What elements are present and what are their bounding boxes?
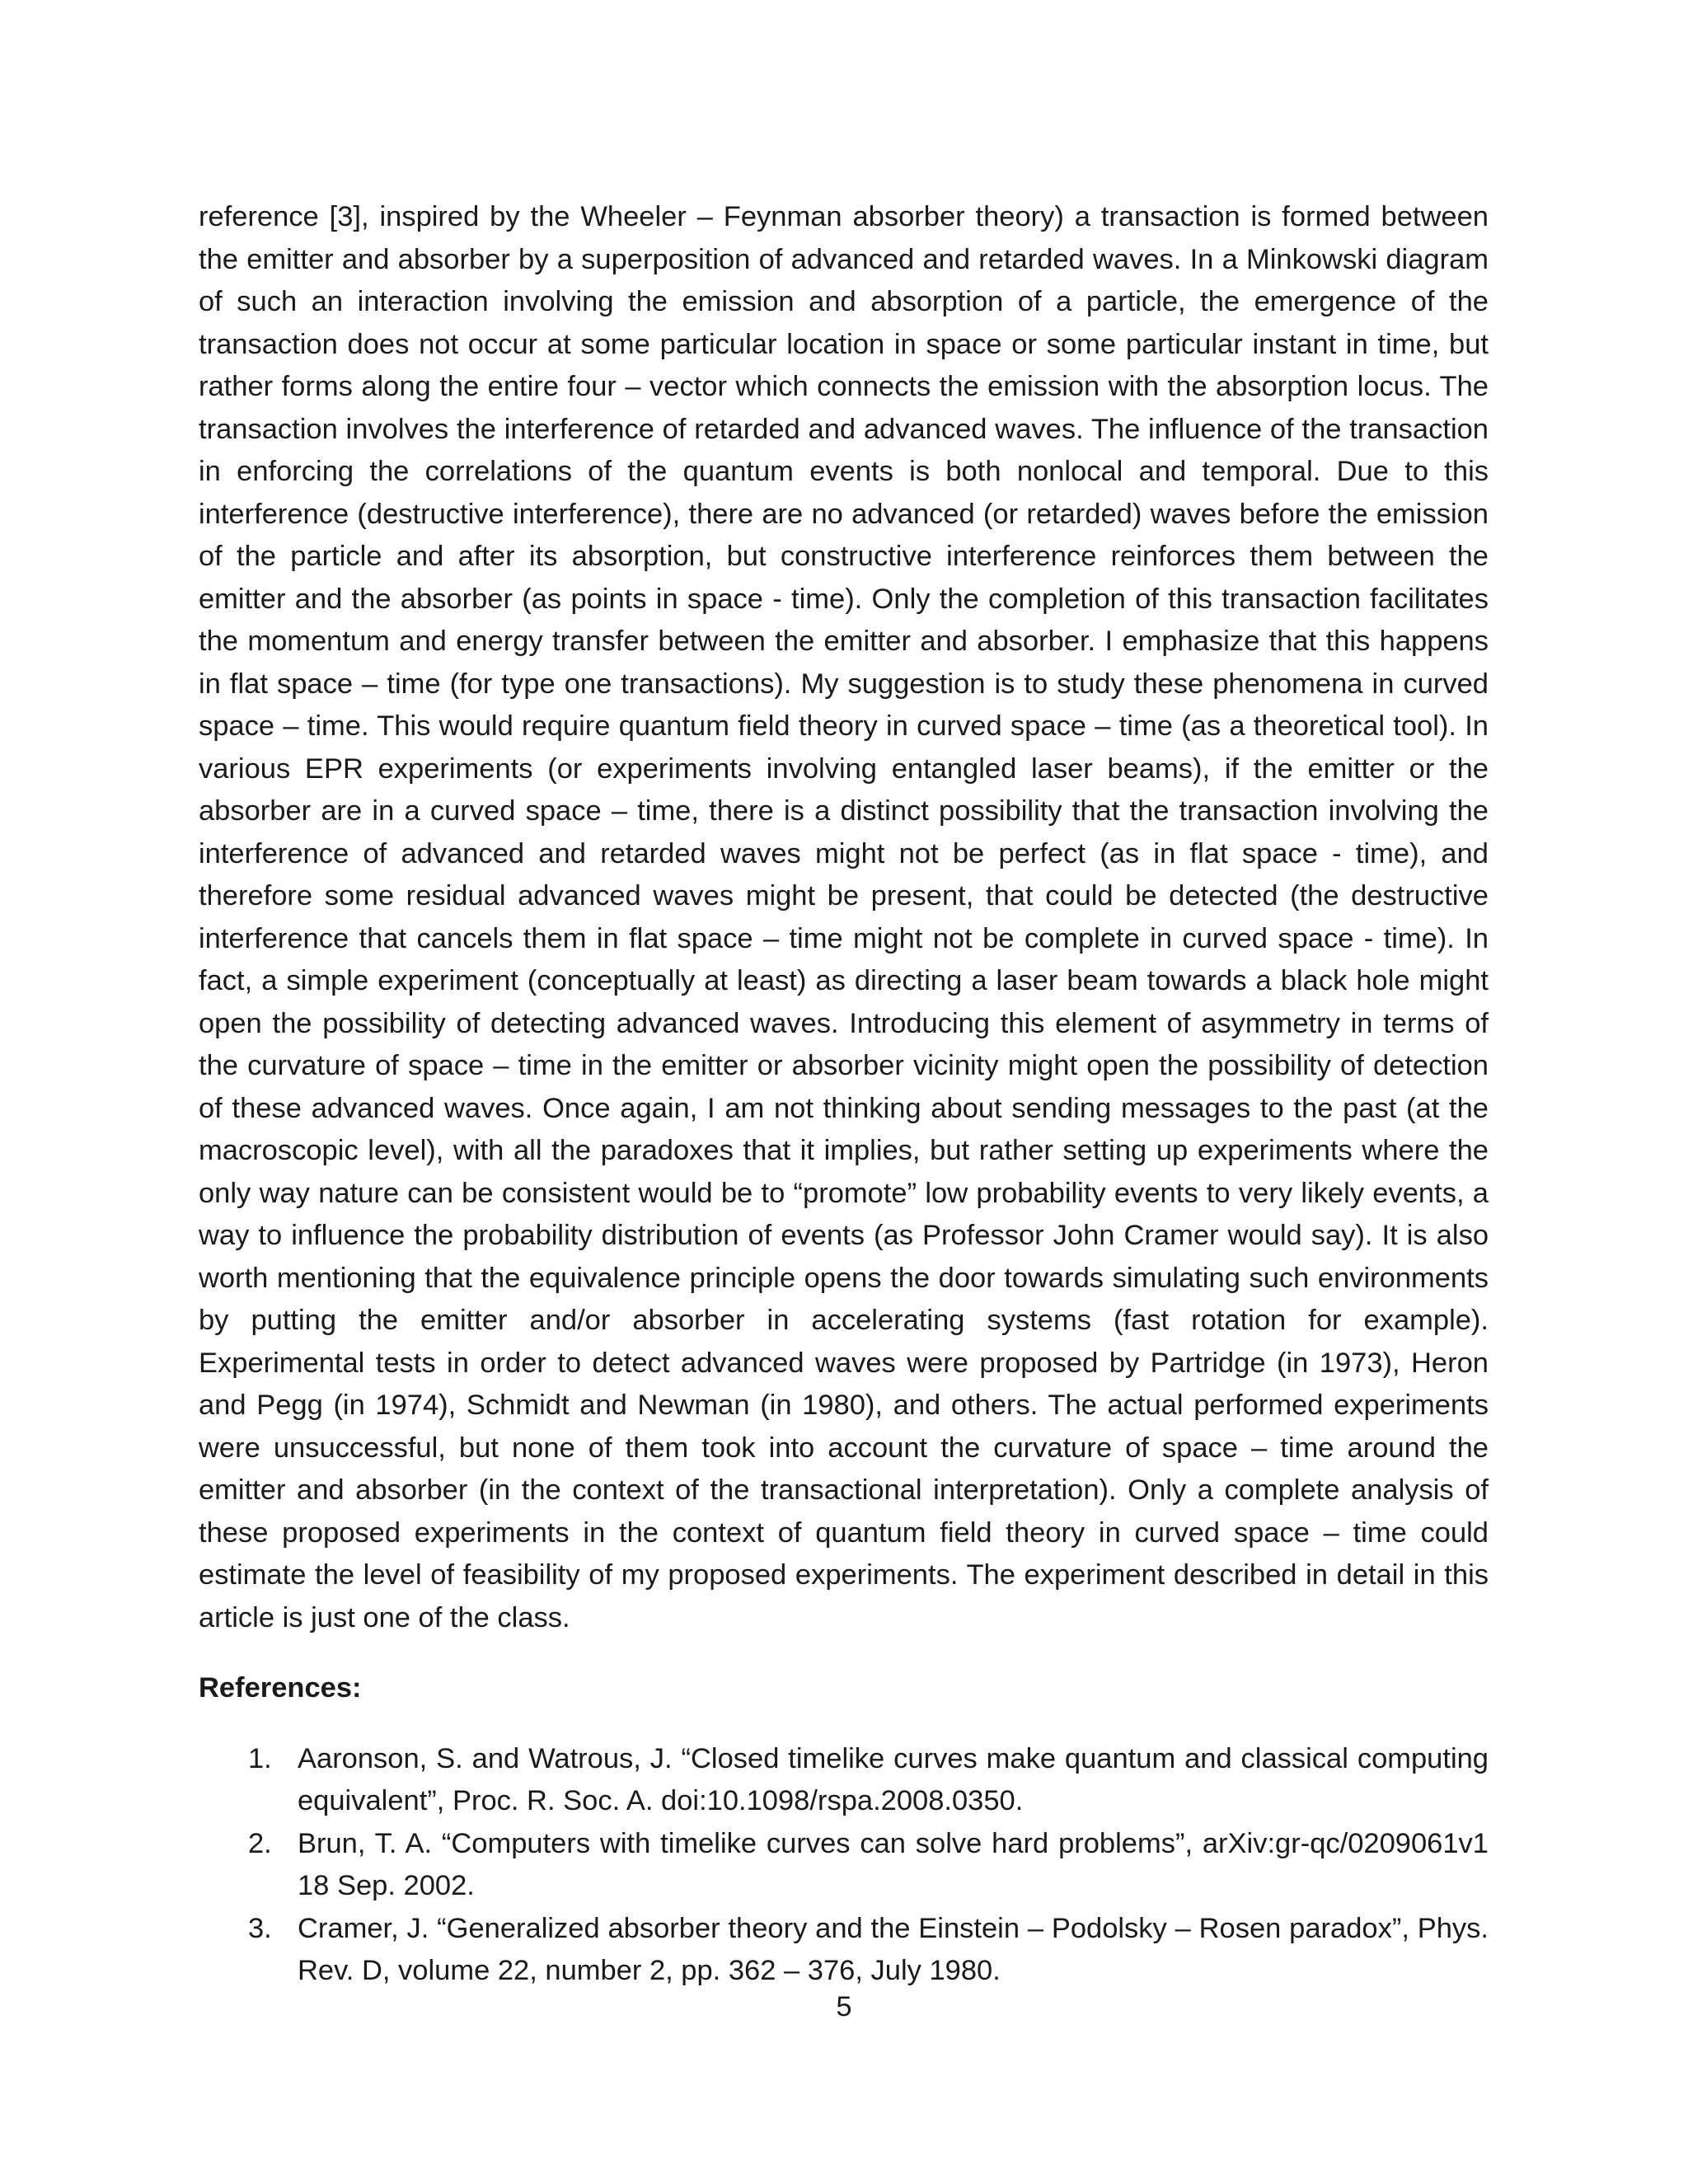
reference-item [199, 1823, 1489, 1908]
reference-number: 1. [248, 1742, 272, 1774]
page-content [199, 196, 1489, 1993]
references-heading: References: [199, 1672, 362, 1704]
page-number: 5 [836, 1991, 852, 2022]
reference-item [199, 1738, 1489, 1823]
reference-number: 2. [248, 1827, 272, 1859]
reference-text: Cramer, J. “Generalized absorber theory and the Einstein – Podolsky – Rosen paradox”, Phys. Rev. D, volume 22, number 2, pp. 362 – 376, July 1980. [298, 1912, 1489, 1986]
reference-number: 3. [248, 1912, 272, 1944]
reference-item [199, 1908, 1489, 1993]
reference-text: Brun, T. A. “Computers with timelike curves can solve hard problems”, arXiv:gr-qc/0209061v1 18 Sep. 2002. [298, 1827, 1489, 1901]
body-paragraph: reference [3], inspired by the Wheeler – Feynman absorber theory) a transaction is formed between the emitter and absorber by a superposition of advanced and retarded waves. In a Minkowski diagram of such an interaction involving the emission and absorption of a particle, the emergence of the transaction does not occur at some particular location in space or some particular instant in time, but rather forms along the entire four – vector which connects the emission with the absorption locus. The transaction involves the interference of retarded and advanced waves. The influence of the transaction in enforcing the correlations of the quantum events is both nonlocal and temporal. Due to this interference (destructive interference), there are no advanced (or retarded) waves before the emission of the particle and after its absorption, but constructive interference reinforces them between the emitter and the absorber (as points in space - time). Only the completion of this transaction facilitates the momentum and energy transfer between the emitter and absorber. I emphasize that this happens in flat space – time (for type one transactions). My suggestion is to study these phenomena in curved space – time. This would require quantum field theory in curved space – time (as a theoretical tool). In various EPR experiments (or experiments involving entangled laser beams), if the emitter or the absorber are in a curved space – time, there is a distinct possibility that the transaction involving the interference of advanced and retarded waves might not be perfect (as in flat space - time), and therefore some residual advanced waves might be present, that could be detected (the destructive interference that cancels them in flat space – time might not be complete in curved space - time). In fact, a simple experiment (conceptually at least) as directing a laser beam towards a black hole might open the possibility of detecting advanced waves. Introducing this element of asymmetry in terms of the curvature of space – time in the emitter or absorber vicinity might open the possibility of detection of these advanced waves. Once again, I am not thinking about sending messages to the past (at the macroscopic level), with all the paradoxes that it implies, but rather setting up experiments where the only way nature can be consistent would be to “promote” low probability events to very likely events, a way to influence the probability distribution of events (as Professor John Cramer would say). It is also worth mentioning that the equivalence principle opens the door towards simulating such environments by putting the emitter and/or absorber in accelerating systems (fast rotation for example). Experimental tests in order to detect advanced waves were proposed by Partridge (in 1973), Heron and Pegg (in 1974), Schmidt and Newman (in 1980), and others. The actual performed experiments were unsuccessful, but none of them took into account the curvature of space – time around the emitter and absorber (in the context of the transactional interpretation). Only a complete analysis of these proposed experiments in the context of quantum field theory in curved space – time could estimate the level of feasibility of my proposed experiments. The experiment described in detail in this article is just one of the class. [199, 201, 1489, 1633]
reference-text: Aaronson, S. and Watrous, J. “Closed timelike curves make quantum and classical computing equivalent”, Proc. R. Soc. A. doi:10.1098/rspa.2008.0350. [298, 1742, 1489, 1816]
references-list [199, 1738, 1489, 1993]
